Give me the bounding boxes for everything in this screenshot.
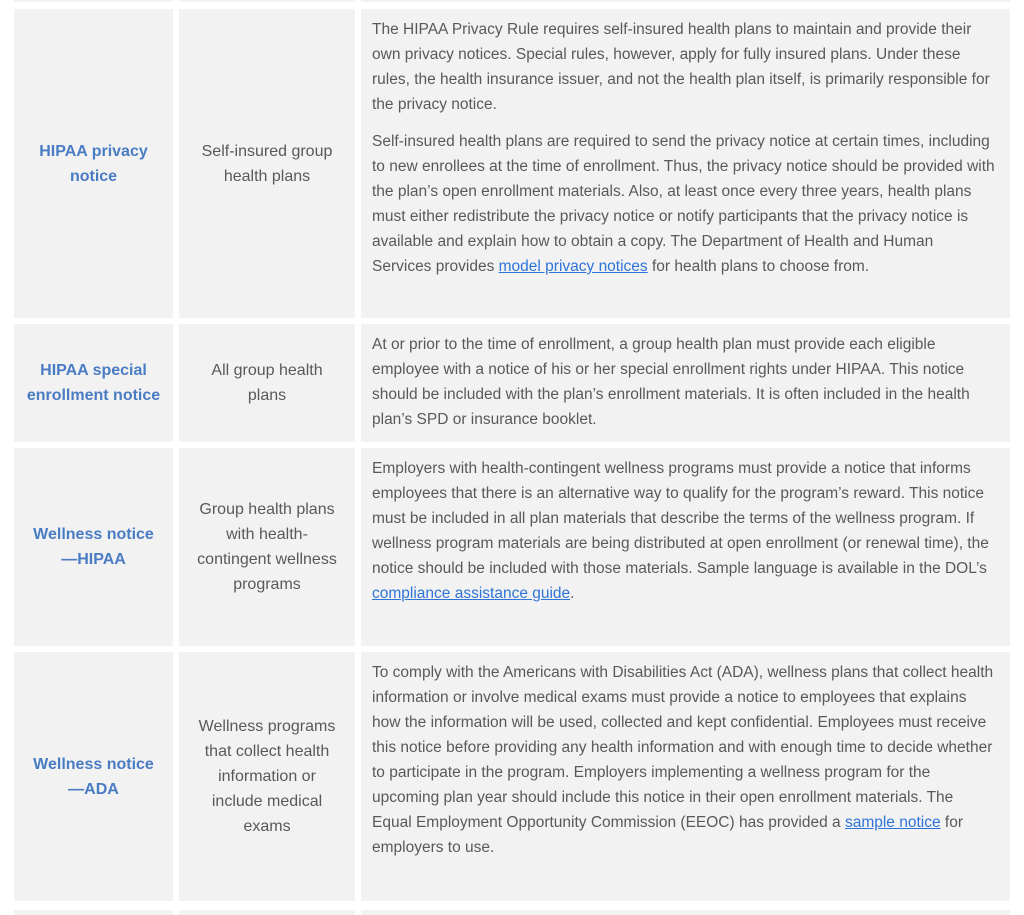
notice-name-cell <box>14 324 173 442</box>
applies-to-cell <box>179 652 355 901</box>
partial-cell <box>361 910 1010 915</box>
partial-cell <box>179 910 355 915</box>
model-privacy-notices-link[interactable]: model privacy notices <box>498 258 648 275</box>
description-paragraph <box>372 17 996 117</box>
applies-to-cell <box>179 448 355 646</box>
notice-name: HIPAA special enrollment notice <box>26 362 161 404</box>
description-cell <box>361 324 1010 442</box>
notice-name: Wellness notice—HIPAA <box>33 526 154 568</box>
description-cell <box>361 448 1010 646</box>
applies-to-text: Group health plans with health-contingent wellness programs <box>197 501 337 593</box>
description-paragraph <box>372 660 996 860</box>
table-row-hipaa-privacy-notice <box>14 9 1010 318</box>
description-cell <box>361 652 1010 901</box>
applies-to-cell <box>179 9 355 318</box>
description-paragraph <box>372 332 996 432</box>
paragraph-text: for employers to use. <box>372 814 963 856</box>
applies-to-text: Self-insured group health plans <box>201 142 333 185</box>
applies-to-cell <box>179 324 355 442</box>
paragraph-text: At or prior to the time of enrollment, a group health plan must provide each eligible employee with a notice of his or her special enrollment rights under HIPAA. This notice should be included with the plan’s enrollment materials. It is often included in the health plan’s SPD or insurance booklet. <box>372 336 970 428</box>
paragraph-text: To comply with the Americans with Disabilities Act (ADA), wellness plans that collect health information or involve medical exams must provide a notice to employees that explains how the information will be used, collected and kept confidential. Employees must receive this notice before providing any health information and with enough time to decide whether to participate in the program. Employers implementing a wellness program for the upcoming plan year should include this notice in their open enrollment materials. The Equal Employment Opportunity Commission (EEOC) has provided a <box>372 664 994 831</box>
compliance-assistance-guide-link[interactable]: compliance assistance guide <box>372 585 571 602</box>
table-row-hipaa-special-enrollment-notice <box>14 324 1010 442</box>
partial-cell <box>14 0 173 2</box>
notice-name-cell <box>14 9 173 318</box>
partial-row-top <box>14 0 1010 2</box>
table-row-wellness-notice-ada <box>14 652 1010 901</box>
description-paragraph <box>372 456 996 606</box>
paragraph-text: Employers with health-contingent wellness programs must provide a notice that informs employees that there is an alternative way to qualify for the program’s reward. This notice must be included in all plan materials that describe the terms of the wellness program. If wellness program materials are being distributed at open enrollment (or renewal time), the notice should be included with those materials. Sample language is available in the DOL’s <box>372 460 989 577</box>
description-paragraph <box>372 129 996 279</box>
notice-name: Wellness notice—ADA <box>33 755 154 798</box>
partial-cell <box>14 910 173 915</box>
applies-to-text: Wellness programs that collect health information or include medical exams <box>198 718 336 835</box>
applies-to-text: All group health plans <box>211 362 323 404</box>
notice-name-cell <box>14 448 173 646</box>
description-cell <box>361 9 1010 318</box>
notice-name: HIPAA privacy notice <box>39 142 148 185</box>
partial-row-bottom <box>14 910 1010 915</box>
partial-cell <box>179 0 355 2</box>
partial-cell <box>361 0 1010 2</box>
paragraph-text: Self-insured health plans are required to send the privacy notice at certain times, including to new enrollees at the time of enrollment. Thus, the privacy notice should be provided with the plan’s open enrollment materials. Also, at least once every three years, health plans must either redistribute the privacy notice or notify participants that the privacy notice is available and explain how to obtain a copy. The Department of Health and Human Services provides <box>372 133 995 275</box>
paragraph-text: for health plans to choose from. <box>647 258 870 275</box>
paragraph-text: . <box>570 585 575 602</box>
table-row-wellness-notice-hipaa <box>14 448 1010 646</box>
paragraph-text: The HIPAA Privacy Rule requires self-insured health plans to maintain and provide their own privacy notices. Special rules, however, apply for fully insured plans. Under these rules, the health insurance issuer, and not the health plan itself, is primarily responsible for the privacy notice. <box>372 21 990 113</box>
notice-name-cell <box>14 652 173 901</box>
sample-notice-link[interactable]: sample notice <box>844 814 941 831</box>
